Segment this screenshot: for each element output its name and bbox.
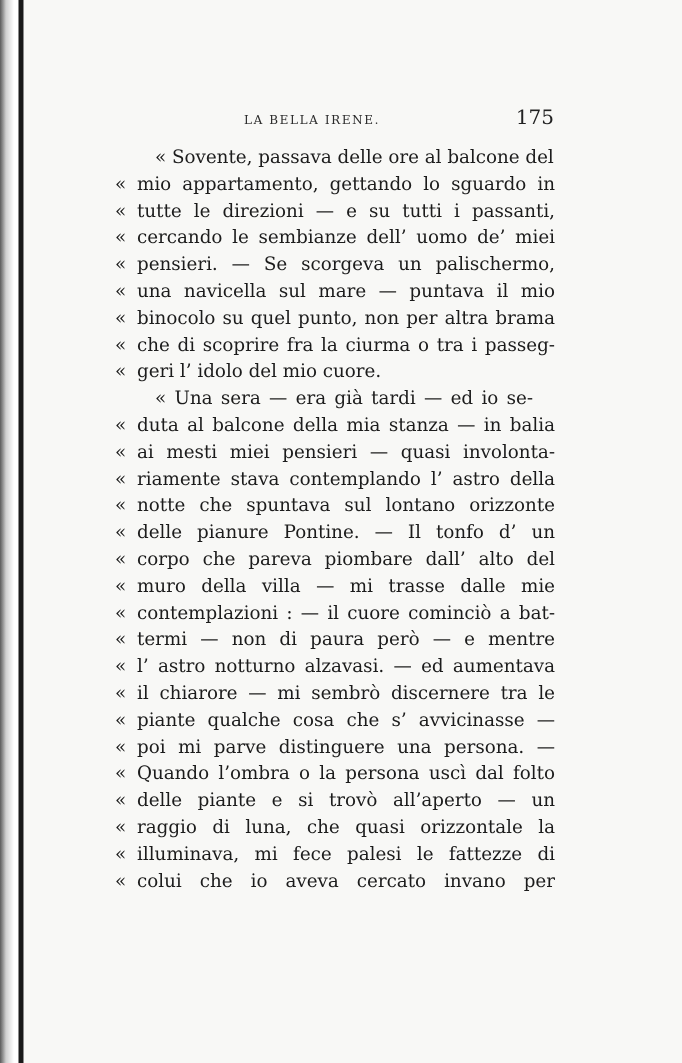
guillemet-mark: « <box>115 522 127 544</box>
text-line <box>115 520 555 547</box>
text-line-content: pensieri. — Se scorgeva un palischermo, <box>137 254 555 276</box>
body-text <box>115 145 555 895</box>
guillemet-mark: « <box>115 790 127 812</box>
guillemet-mark: « <box>115 280 127 302</box>
running-head <box>114 105 554 131</box>
text-line <box>115 172 555 199</box>
guillemet-mark: « <box>115 656 127 678</box>
guillemet-mark: « <box>115 709 127 731</box>
text-line <box>115 467 555 494</box>
text-line-content: termi — non di paura però — e mentre <box>137 629 555 651</box>
text-line-content: duta al balcone della mia stanza — in balia <box>137 414 555 436</box>
guillemet-mark: « <box>115 468 127 490</box>
text-line <box>115 493 555 520</box>
text-line-content: binocolo su quel punto, non per altra brama <box>137 307 555 329</box>
guillemet-mark: « <box>115 334 127 356</box>
guillemet-mark: « <box>115 575 127 597</box>
guillemet-mark: « <box>115 414 127 436</box>
text-line-content: notte che spuntava sul lontano orizzonte <box>137 495 555 517</box>
text-line-content: Quando l’ombra o la persona uscì dal folto <box>137 763 555 785</box>
text-line <box>115 601 555 628</box>
text-line <box>115 145 555 172</box>
text-line <box>115 627 555 654</box>
text-line-content: che di scoprire fra la ciurma o tra i passeg- <box>137 334 555 356</box>
guillemet-mark: « <box>115 307 127 329</box>
text-line <box>115 333 555 360</box>
text-line-content: mio appartamento, gettando lo sguardo in <box>137 173 555 195</box>
text-line <box>115 681 555 708</box>
text-line <box>115 761 555 788</box>
guillemet-mark: « <box>115 763 127 785</box>
text-line-content: piante qualche cosa che s’ avvicinasse — <box>137 709 555 731</box>
text-line <box>115 359 555 386</box>
text-line-content: colui che io aveva cercato invano per <box>137 870 555 892</box>
text-line-content: l’ astro notturno alzavasi. — ed aumentava <box>137 656 555 678</box>
guillemet-mark: « <box>115 870 127 892</box>
text-line <box>115 574 555 601</box>
text-line <box>115 735 555 762</box>
text-line-content: geri l’ idolo del mio cuore. <box>137 361 382 383</box>
guillemet-mark: « <box>115 548 127 570</box>
text-line <box>115 386 555 413</box>
text-line-content: « Una sera — era già tardi — ed io se- <box>155 388 533 410</box>
text-line <box>115 815 555 842</box>
text-line-content: poi mi parve distinguere una persona. — <box>137 736 555 758</box>
guillemet-mark: « <box>115 629 127 651</box>
text-line-content: cercando le sembianze dell’ uomo de’ miei <box>137 227 555 249</box>
text-line-content: riamente stava contemplando l’ astro della <box>137 468 555 490</box>
guillemet-mark: « <box>115 495 127 517</box>
text-line-content: contemplazioni : — il cuore cominciò a bat- <box>137 602 555 624</box>
text-line <box>115 788 555 815</box>
text-line <box>115 708 555 735</box>
text-line-content: illuminava, mi fece palesi le fattezze di <box>137 843 555 865</box>
text-line-content: una navicella sul mare — puntava il mio <box>137 280 555 302</box>
text-line <box>115 842 555 869</box>
text-line-content: tutte le direzioni — e su tutti i passanti, <box>137 200 555 222</box>
text-line-content: raggio di luna, che quasi orizzontale la <box>137 816 555 838</box>
guillemet-mark: « <box>115 736 127 758</box>
guillemet-mark: « <box>115 361 127 383</box>
text-line <box>115 547 555 574</box>
text-line <box>115 252 555 279</box>
guillemet-mark: « <box>115 682 127 704</box>
text-line-content: corpo che pareva piombare dall’ alto del <box>137 548 555 570</box>
running-head-title: LA BELLA IRENE. <box>244 113 381 127</box>
guillemet-mark: « <box>115 227 127 249</box>
text-line-content: delle piante e si trovò all’aperto — un <box>137 790 555 812</box>
book-page <box>24 0 682 1063</box>
text-line <box>115 869 555 896</box>
text-line <box>115 440 555 467</box>
guillemet-mark: « <box>115 441 127 463</box>
text-line <box>115 279 555 306</box>
text-line <box>115 199 555 226</box>
text-line-content: « Sovente, passava delle ore al balcone del <box>155 147 554 168</box>
guillemet-mark: « <box>115 843 127 865</box>
guillemet-mark: « <box>115 254 127 276</box>
text-line-content: ai mesti miei pensieri — quasi involonta- <box>137 441 555 463</box>
text-line <box>115 225 555 252</box>
guillemet-mark: « <box>115 816 127 838</box>
guillemet-mark: « <box>115 173 127 195</box>
text-line <box>115 413 555 440</box>
text-line-content: delle pianure Pontine. — Il tonfo d’ un <box>137 522 555 544</box>
text-line-content: il chiarore — mi sembrò discernere tra le <box>137 682 555 704</box>
text-line-content: muro della villa — mi trasse dalle mie <box>137 575 555 597</box>
page-number: 175 <box>515 105 554 129</box>
text-line <box>115 654 555 681</box>
guillemet-mark: « <box>115 602 127 624</box>
text-line <box>115 306 555 333</box>
guillemet-mark: « <box>115 200 127 222</box>
